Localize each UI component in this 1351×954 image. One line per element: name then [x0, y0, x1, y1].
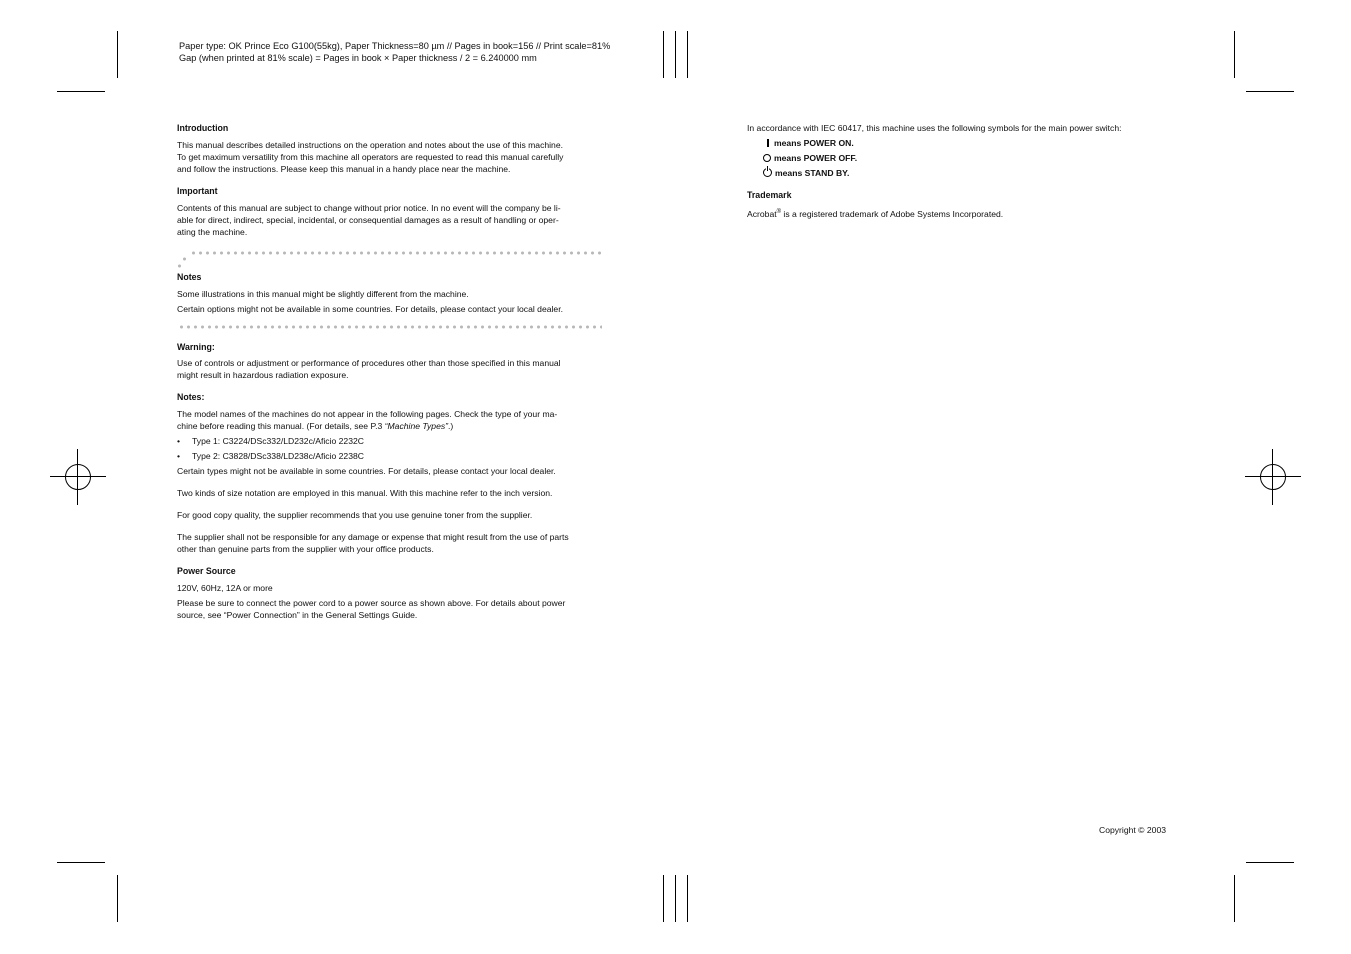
copyright: Copyright © 2003: [1099, 825, 1167, 835]
introduction-line: This manual describes detailed instructions on the operation and notes about the use of this machine.: [177, 140, 564, 150]
notes-box-top-rule: [190, 251, 602, 255]
registration-mark-right: [1245, 449, 1301, 505]
standby-icon: [763, 168, 772, 177]
important-line: Contents of this manual are subject to change without prior notice. In no event will the company be li-: [177, 203, 561, 213]
left-page-lower: [177, 341, 607, 621]
notes-box: [177, 271, 607, 315]
notes2-heading: Notes:: [177, 392, 205, 402]
introduction-heading: Introduction: [177, 123, 229, 133]
toner-note: For good copy quality, the supplier recommends that you use genuine toner from the supplier.: [177, 510, 533, 520]
machine-types-link[interactable]: “Machine Types”: [384, 421, 449, 431]
introduction-line: and follow the instructions. Please keep this manual in a handy place near the machine.: [177, 164, 511, 174]
type-list-item: • Type 2: C3828/DSc338/LD238c/Aficio 2238C: [177, 451, 364, 461]
right-page: [747, 122, 1187, 220]
power-symbol-row: means POWER OFF.: [747, 152, 1187, 164]
responsibility-line: The supplier shall not be responsible for any damage or expense that might result from the use of parts: [177, 532, 569, 542]
power-symbol-row: means STAND BY.: [747, 167, 1187, 179]
warning-line: Use of controls or adjustment or performance of procedures other than those specified in this manual: [177, 358, 561, 368]
notes2-after: Certain types might not be available in some countries. For details, please contact your local dealer.: [177, 466, 556, 476]
warning-line: might result in hazardous radiation exposure.: [177, 370, 349, 380]
important-heading: Important: [177, 186, 218, 196]
bullet-icon: •: [177, 436, 181, 446]
introduction-line: To get maximum versatility from this machine all operators are requested to read this manual carefully: [177, 152, 564, 162]
notes-box-corner-dot: [181, 257, 188, 261]
notes-box-bottom-rule: [178, 325, 602, 329]
type-list-item: • Type 1: C3224/DSc332/LD232c/Aficio 2232C: [177, 436, 364, 446]
size-notation: Two kinds of size notation are employed in this manual. With this machine refer to the inch version.: [177, 488, 553, 498]
responsibility-line: other than genuine parts from the supplier with your office products.: [177, 544, 434, 554]
left-page: [177, 122, 607, 238]
trademark-heading: Trademark: [747, 190, 792, 200]
power-source-line: Please be sure to connect the power cord to a power source as shown above. For details about power: [177, 598, 566, 608]
power-symbol-row: means POWER ON.: [747, 137, 1187, 149]
notes-line: Some illustrations in this manual might be slightly different from the machine.: [177, 289, 469, 299]
power-off-icon: [763, 154, 771, 162]
iec-intro: In accordance with IEC 60417, this machine uses the following symbols for the main power switch:: [747, 123, 1122, 133]
power-source-heading: Power Source: [177, 566, 236, 576]
important-line: ating the machine.: [177, 227, 248, 237]
print-info-line2: Gap (when printed at 81% scale) = Pages in book × Paper thickness / 2 = 6.240000 mm: [179, 53, 537, 63]
notes-line: Certain options might not be available in some countries. For details, please contact your local dealer.: [177, 304, 563, 314]
power-source-line: source, see “Power Connection” in the General Settings Guide.: [177, 610, 418, 620]
power-source-spec: 120V, 60Hz, 12A or more: [177, 583, 273, 593]
power-on-icon: [767, 139, 769, 147]
bullet-icon: •: [177, 451, 181, 461]
important-line: able for direct, indirect, special, incidental, or consequential damages as a result of handling or oper-: [177, 215, 559, 225]
notes-heading: Notes: [177, 272, 202, 282]
notes-box-corner-dot: [176, 264, 183, 268]
notes2-line2: chine before reading this manual. (For details, see P.3 “Machine Types”.): [177, 421, 454, 431]
print-info-line1: Paper type: OK Prince Eco G100(55kg), Paper Thickness=80 µm // Pages in book=156 // Print scale=81%: [179, 41, 611, 51]
trademark-text: Acrobat® is a registered trademark of Adobe Systems Incorporated.: [747, 208, 1004, 219]
registration-mark-left: [50, 449, 106, 505]
warning-heading: Warning:: [177, 342, 215, 352]
notes2-line1: The model names of the machines do not appear in the following pages. Check the type of your ma-: [177, 409, 558, 419]
